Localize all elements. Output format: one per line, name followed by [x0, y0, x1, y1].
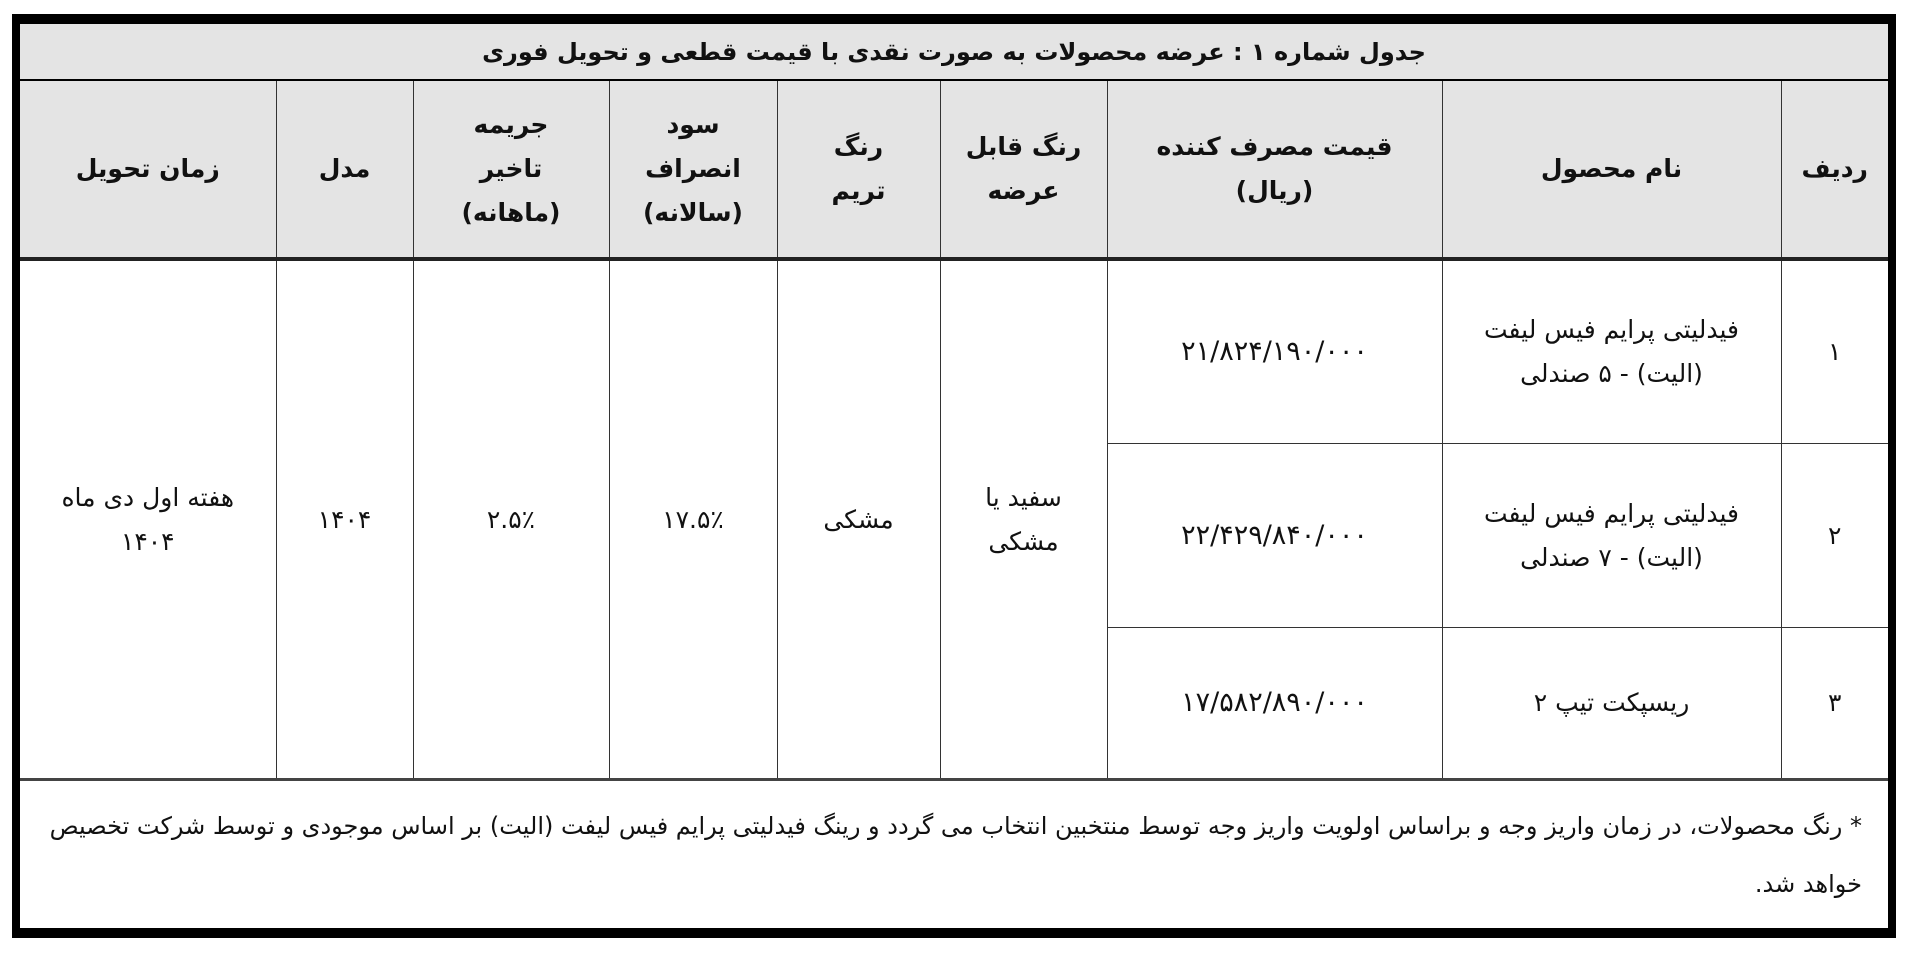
header-profit [609, 80, 777, 259]
header-profit-l1: سود [666, 110, 720, 140]
delivery-time: هفته اول دی ماه ۱۴۰۴ [20, 259, 276, 780]
header-model: مدل [276, 80, 413, 259]
row-number: ۳ [1781, 628, 1888, 780]
delay-penalty: ۲.۵٪ [413, 259, 609, 780]
header-trim [777, 80, 940, 259]
header-price [1107, 80, 1442, 259]
header-penalty-l1: جریمه [473, 110, 549, 140]
footnote-row [20, 780, 1888, 932]
title-row [20, 24, 1888, 80]
header-price-label: قیمت مصرف کننده [1156, 132, 1393, 162]
header-penalty [413, 80, 609, 259]
header-row [20, 80, 1888, 259]
product-price: ۲۲/۴۲۹/۸۴۰/۰۰۰ [1107, 444, 1442, 628]
header-trim-l2: تریم [831, 176, 886, 205]
header-penalty-l3: (ماهانه) [461, 197, 561, 227]
model-year: ۱۴۰۴ [276, 259, 413, 780]
header-color-l1: رنگ قابل [965, 132, 1082, 162]
cancellation-profit: ۱۷.۵٪ [609, 259, 777, 780]
header-profit-l3: (سالانه) [643, 197, 743, 227]
price-table [20, 24, 1888, 931]
header-price-unit: (ریال) [1235, 176, 1314, 205]
trim-color: مشکی [777, 259, 940, 780]
row-number: ۱ [1781, 259, 1888, 444]
header-row-number: ردیف [1781, 80, 1888, 259]
product-name: فیدلیتی پرایم فیس لیفت (الیت) - ۷ صندلی [1442, 444, 1781, 628]
product-name: ریسپکت تیپ ۲ [1442, 628, 1781, 780]
table-row [20, 259, 1888, 444]
available-color: سفید یا مشکی [940, 259, 1107, 780]
product-price: ۱۷/۵۸۲/۸۹۰/۰۰۰ [1107, 628, 1442, 780]
header-delivery: زمان تحویل [20, 80, 276, 259]
header-penalty-l2: تاخیر [479, 154, 543, 184]
price-table-frame [12, 14, 1896, 938]
product-price: ۲۱/۸۲۴/۱۹۰/۰۰۰ [1107, 259, 1442, 444]
product-name: فیدلیتی پرایم فیس لیفت (الیت) - ۵ صندلی [1442, 259, 1781, 444]
header-color [940, 80, 1107, 259]
table-title: جدول شماره ۱ : عرضه محصولات به صورت نقدی با قیمت قطعی و تحویل فوری [20, 24, 1888, 80]
footnote: * رنگ محصولات، در زمان واریز وجه و براساس اولویت واریز وجه توسط منتخبین انتخاب می گردد و رینگ فیدلیتی پرایم فیس لیفت (الیت) بر اساس موجودی و توسط شرکت تخصیص خواهد شد. [20, 780, 1888, 932]
header-trim-l1: رنگ [833, 132, 884, 162]
header-color-l2: عرضه [987, 176, 1060, 205]
header-profit-l2: انصراف [645, 154, 741, 184]
row-number: ۲ [1781, 444, 1888, 628]
header-product: نام محصول [1442, 80, 1781, 259]
